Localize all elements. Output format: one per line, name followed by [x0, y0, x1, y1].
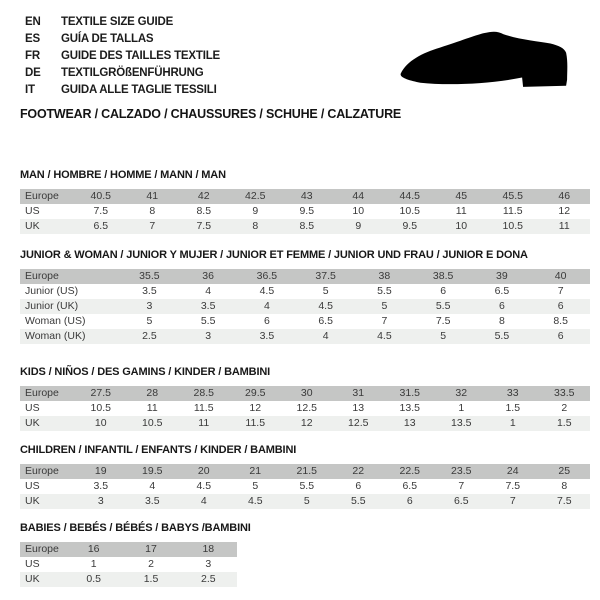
size-table	[20, 189, 590, 234]
size-cell: 30	[300, 387, 313, 399]
size-cell: 11.5	[193, 402, 214, 414]
row-label: UK	[25, 495, 40, 507]
size-cell: 28.5	[193, 387, 214, 399]
size-cell: 7	[149, 220, 156, 232]
size-cell: 13	[403, 417, 416, 429]
size-cell: 11	[146, 402, 158, 414]
row-label: Woman (UK)	[25, 330, 86, 342]
size-cell: 38.5	[432, 270, 454, 282]
section-title: CHILDREN / INFANTIL / ENFANTS / KINDER / BAMBINI	[20, 444, 297, 456]
language-label: GUIDA ALLE TAGLIE TESSILI	[61, 84, 217, 96]
size-cell: 12.5	[348, 417, 369, 429]
size-cell: 1	[509, 417, 516, 429]
size-cell: 11	[198, 417, 210, 429]
row-label: Junior (US)	[25, 285, 79, 297]
size-cell: 22.5	[399, 465, 420, 477]
size-cell: 9	[355, 220, 362, 232]
size-cell: 6.5	[453, 495, 469, 507]
language-row	[25, 65, 220, 82]
size-cell: 4.5	[247, 495, 263, 507]
language-row	[25, 48, 220, 65]
size-cell: 22	[352, 465, 365, 477]
size-cell: 2	[561, 402, 568, 414]
size-cell: 25	[558, 465, 571, 477]
size-cell: 5.5	[377, 285, 392, 297]
size-cell: 4	[200, 495, 207, 507]
size-cell: 36.5	[256, 270, 278, 282]
size-cell: 5.5	[200, 315, 216, 327]
size-cell: 7.5	[556, 495, 572, 507]
table-row	[20, 572, 237, 587]
size-cell: 1.5	[143, 573, 159, 585]
size-cell: 16	[87, 543, 100, 555]
size-cell: 12	[300, 417, 313, 429]
table-row	[20, 269, 590, 284]
size-cell: 6	[440, 285, 447, 297]
size-cell: 3.5	[144, 495, 160, 507]
language-code: ES	[25, 33, 40, 45]
size-cell: 5	[303, 495, 310, 507]
row-label: Europe	[25, 543, 59, 555]
section-title: MAN / HOMBRE / HOMME / MANN / MAN	[20, 169, 226, 181]
size-cell: 44.5	[399, 190, 420, 202]
table-row	[20, 542, 237, 557]
size-cell: 2.5	[201, 573, 216, 585]
size-cell: 40	[554, 270, 567, 282]
table-row	[20, 494, 590, 509]
size-cell: 7	[381, 315, 388, 327]
table-row	[20, 314, 590, 329]
size-cell: 4.5	[259, 285, 275, 297]
size-cell: 3.5	[200, 300, 216, 312]
size-cell: 8.5	[196, 205, 212, 217]
size-cell: 6	[263, 315, 270, 327]
table-row	[20, 204, 590, 219]
size-table	[20, 386, 590, 431]
size-cell: 29.5	[245, 387, 266, 399]
row-label: UK	[25, 220, 40, 232]
row-label: Europe	[25, 387, 59, 399]
size-cell: 12	[249, 402, 262, 414]
table-row	[20, 464, 590, 479]
size-cell: 3.5	[93, 480, 109, 492]
size-cell: 2	[148, 558, 154, 570]
size-cell: 9.5	[402, 220, 418, 232]
size-cell: 3	[205, 558, 212, 570]
size-cell: 21	[249, 465, 262, 477]
size-table	[20, 542, 237, 587]
size-cell: 11	[558, 220, 570, 232]
size-cell: 10	[94, 417, 107, 429]
table-row	[20, 299, 590, 314]
size-cell: 10.5	[142, 417, 163, 429]
size-cell: 28	[146, 387, 159, 399]
size-cell: 4	[263, 300, 270, 312]
size-cell: 11.5	[245, 417, 266, 429]
size-cell: 10	[352, 205, 365, 217]
size-cell: 11.5	[502, 205, 523, 217]
size-cell: 11	[455, 205, 467, 217]
size-cell: 7.5	[505, 480, 521, 492]
size-cell: 5.5	[494, 330, 510, 342]
size-cell: 36	[202, 270, 214, 282]
size-cell: 4.5	[196, 480, 212, 492]
size-table	[20, 464, 590, 509]
size-cell: 0.5	[86, 573, 101, 585]
category-title: FOOTWEAR / CALZADO / CHAUSSURES / SCHUHE / CALZATURE	[20, 107, 402, 121]
size-cell: 4.5	[377, 330, 392, 342]
section-junior-woman	[20, 249, 590, 344]
size-cell: 12.5	[296, 402, 317, 414]
row-label: US	[25, 480, 40, 492]
size-cell: 21.5	[296, 465, 317, 477]
section-children	[20, 444, 590, 509]
size-cell: 42	[197, 190, 210, 202]
size-cell: 6	[406, 495, 413, 507]
size-cell: 1	[90, 558, 97, 570]
row-label: US	[25, 205, 40, 217]
size-cell: 43	[300, 190, 313, 202]
size-cell: 7	[509, 495, 516, 507]
size-cell: 10.5	[399, 205, 420, 217]
language-label: GUÍA DE TALLAS	[61, 33, 154, 45]
size-cell: 6.5	[402, 480, 418, 492]
section-title: JUNIOR & WOMAN / JUNIOR Y MUJER / JUNIOR ET FEMME / JUNIOR UND FRAU / JUNIOR E DONA	[20, 249, 528, 261]
size-cell: 10	[455, 220, 468, 232]
row-label: Europe	[25, 465, 59, 477]
size-cell: 8	[149, 205, 156, 217]
row-label: Europe	[25, 270, 59, 282]
size-cell: 8	[498, 315, 505, 327]
dress-shoe-icon	[393, 28, 571, 92]
section-kids	[20, 366, 590, 431]
size-cell: 19.5	[142, 465, 163, 477]
language-code: FR	[25, 50, 40, 62]
size-cell: 37.5	[315, 270, 336, 282]
size-cell: 18	[202, 543, 215, 555]
language-label: GUIDE DES TAILLES TEXTILE	[61, 50, 220, 62]
row-label: UK	[25, 417, 40, 429]
size-table	[20, 269, 590, 344]
language-list	[25, 14, 220, 99]
size-cell: 6	[557, 330, 564, 342]
language-label: TEXTILGRÖßENFÜHRUNG	[61, 67, 204, 79]
size-cell: 7.5	[93, 205, 109, 217]
section-babies	[20, 522, 251, 587]
size-cell: 1.5	[505, 402, 521, 414]
size-cell: 10.5	[90, 402, 111, 414]
size-cell: 6	[498, 300, 505, 312]
size-cell: 33	[506, 387, 519, 399]
size-cell: 1.5	[556, 417, 572, 429]
size-cell: 9.5	[299, 205, 315, 217]
table-row	[20, 401, 590, 416]
size-cell: 17	[145, 543, 157, 555]
size-cell: 5.5	[299, 480, 315, 492]
size-cell: 33.5	[554, 387, 575, 399]
table-row	[20, 219, 590, 234]
language-row	[25, 14, 220, 31]
size-cell: 6.5	[93, 220, 109, 232]
size-cell: 9	[252, 205, 259, 217]
section-title: BABIES / BEBÉS / BÉBÉS / BABYS /BAMBINI	[20, 522, 251, 534]
size-cell: 41	[146, 190, 159, 202]
size-cell: 8.5	[299, 220, 315, 232]
size-cell: 4	[149, 480, 156, 492]
size-cell: 5	[252, 480, 259, 492]
language-row	[25, 31, 220, 48]
row-label: Woman (US)	[25, 315, 86, 327]
size-cell: 3	[205, 330, 212, 342]
size-cell: 31.5	[399, 387, 420, 399]
table-row	[20, 479, 590, 494]
size-cell: 4	[205, 285, 212, 297]
size-cell: 5	[381, 300, 388, 312]
size-cell: 4.5	[318, 300, 333, 312]
table-row	[20, 189, 590, 204]
row-label: Europe	[25, 190, 59, 202]
size-cell: 8	[252, 220, 259, 232]
size-cell: 5	[322, 285, 329, 297]
size-cell: 46	[558, 190, 571, 202]
size-cell: 7	[557, 285, 564, 297]
size-cell: 1	[458, 402, 465, 414]
size-cell: 3.5	[259, 330, 275, 342]
size-cell: 2.5	[142, 330, 157, 342]
language-row	[25, 82, 220, 99]
row-label: UK	[25, 573, 40, 585]
size-cell: 5	[146, 315, 153, 327]
section-man	[20, 169, 590, 234]
size-cell: 8.5	[553, 315, 568, 327]
table-row	[20, 329, 590, 344]
size-cell: 3	[146, 300, 153, 312]
size-cell: 45.5	[502, 190, 523, 202]
table-row	[20, 416, 590, 431]
language-code: IT	[25, 84, 35, 96]
size-cell: 19	[94, 465, 107, 477]
language-label: TEXTILE SIZE GUIDE	[61, 16, 174, 28]
size-cell: 13.5	[399, 402, 420, 414]
size-cell: 12	[558, 205, 571, 217]
size-cell: 27.5	[90, 387, 111, 399]
size-cell: 5	[440, 330, 447, 342]
language-code: DE	[25, 67, 41, 79]
size-cell: 5.5	[435, 300, 451, 312]
row-label: Junior (UK)	[25, 300, 79, 312]
size-cell: 7.5	[196, 220, 212, 232]
section-title: KIDS / NIÑOS / DES GAMINS / KINDER / BAMBINI	[20, 366, 271, 378]
size-cell: 8	[561, 480, 568, 492]
size-cell: 38	[378, 270, 391, 282]
size-cell: 40.5	[90, 190, 111, 202]
size-cell: 45	[455, 190, 468, 202]
size-cell: 6.5	[494, 285, 510, 297]
size-cell: 20	[197, 465, 210, 477]
size-cell: 24	[506, 465, 519, 477]
size-cell: 39	[496, 270, 508, 282]
size-cell: 13	[352, 402, 365, 414]
size-cell: 10.5	[502, 220, 523, 232]
size-cell: 31	[352, 387, 365, 399]
size-cell: 13.5	[451, 417, 472, 429]
table-row	[20, 386, 590, 401]
language-code: EN	[25, 16, 41, 28]
size-cell: 3	[97, 495, 104, 507]
row-label: US	[25, 402, 40, 414]
size-cell: 44	[352, 190, 365, 202]
size-cell: 6	[355, 480, 362, 492]
table-row	[20, 557, 237, 572]
size-cell: 35.5	[139, 270, 160, 282]
size-cell: 6	[557, 300, 564, 312]
size-cell: 4	[322, 330, 329, 342]
size-cell: 6.5	[318, 315, 333, 327]
size-cell: 23.5	[451, 465, 472, 477]
size-cell: 7.5	[435, 315, 451, 327]
row-label: US	[25, 558, 40, 570]
size-cell: 7	[458, 480, 465, 492]
size-cell: 42.5	[245, 190, 266, 202]
size-cell: 5.5	[350, 495, 366, 507]
table-row	[20, 284, 590, 299]
size-cell: 3.5	[142, 285, 157, 297]
size-cell: 32	[455, 387, 468, 399]
